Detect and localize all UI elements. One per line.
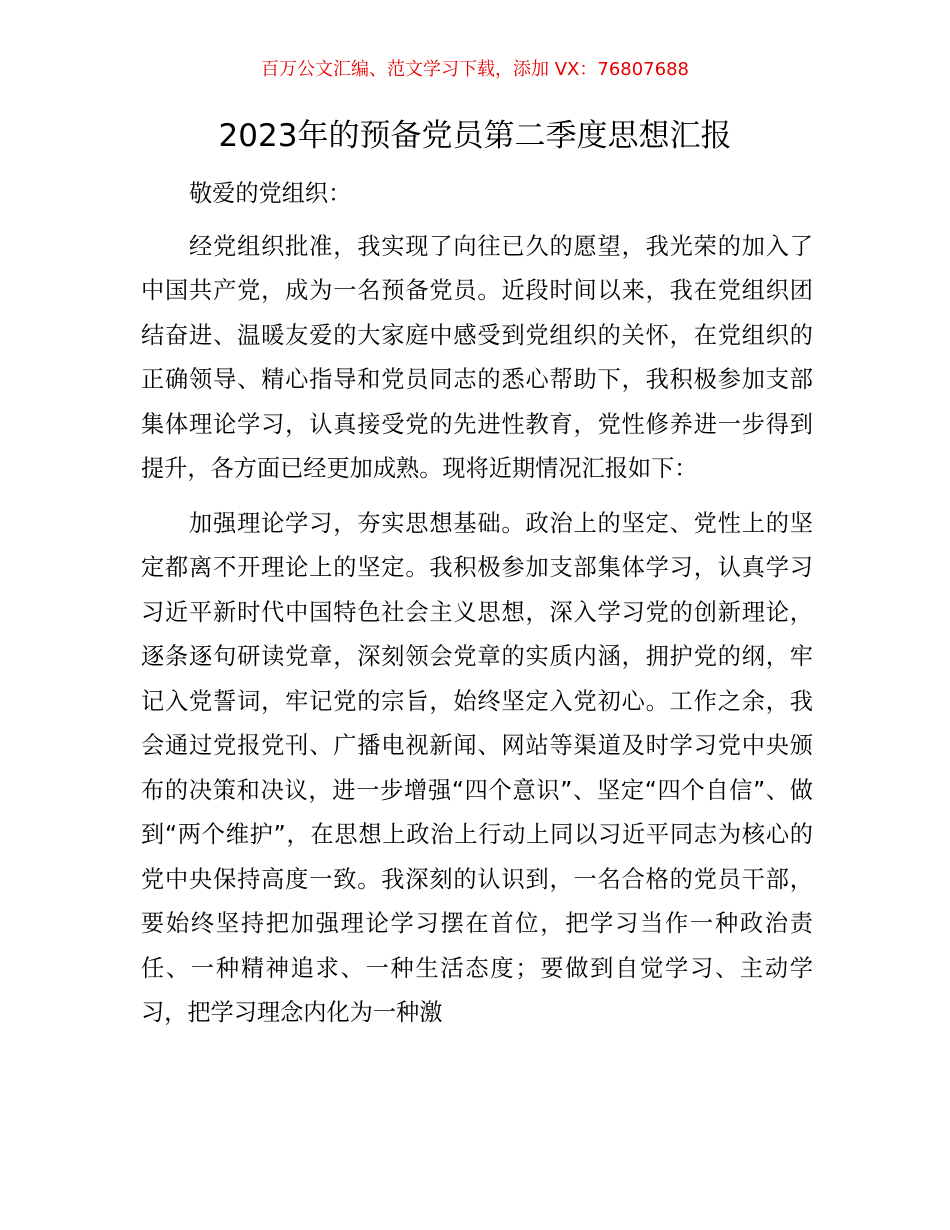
paragraph-theory-study: 加强理论学习，夯实思想基础。政治上的坚定、党性上的坚定都离不开理论上的坚定。我积极参加支部集体学习，认真学习习近平新时代中国特色社会主义思想，深入学习党的创新理论，逐条逐句研读党章，深刻领会党章的实质内涵，拥护党的纲，牢记入党誓词，牢记党的宗旨，始终坚定入党初心。工作之余，我会通过党报党刊、广播电视新闻、网站等渠道及时学习党中央颁布的决策和决议，进一步增强“四个意识”、坚定“四个自信”、做到“两个维护”，在思想上政治上行动上同以习近平同志为核心的党中央保持高度一致。我深刻的认识到，一名合格的党员干部，要始终坚持把加强理论学习摆在首位，把学习当作一种政治责任、一种精神追求、一种生活态度；要做到自觉学习、主动学习，把学习理念内化为一种激 <box>141 509 813 1026</box>
document-body <box>141 172 813 1046</box>
paragraph-intro: 经党组织批准，我实现了向往已久的愿望，我光荣的加入了中国共产党，成为一名预备党员。近段时间以来，我在党组织团结奋进、温暖友爱的大家庭中感受到党组织的关怀，在党组织的正确领导、精心指导和党员同志的悉心帮助下，我积极参加支部集体理论学习，认真接受党的先进性教育，党性修养进一步得到提升，各方面已经更加成熟。现将近期情况汇报如下： <box>141 232 813 482</box>
salutation: 敬爱的党组织： <box>189 180 352 207</box>
watermark-banner: 百万公文汇编、范文学习下载，添加 VX：76807688 <box>261 59 689 80</box>
document-title: 2023年的预备党员第二季度思想汇报 <box>218 118 732 154</box>
